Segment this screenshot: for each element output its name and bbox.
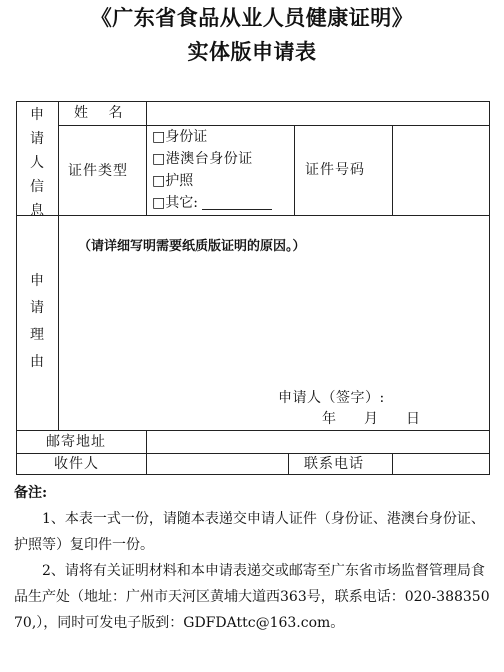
table-border-top [16,101,490,102]
reason-hint: （请详细写明需要纸质版证明的原因。） [78,239,306,254]
reason-header: 申请理由 [30,273,44,370]
applicant-info-header: 申请人信息 [30,107,44,219]
id-type-label: 证件类型 [68,163,128,179]
form-title: 《广东省食品从业人员健康证明》 [90,5,414,30]
table-col-label-sep [146,101,147,215]
table-border-right [489,101,490,475]
table-line-name [58,125,490,126]
table-col-recipient-sep [288,453,289,475]
mailing-address-label: 邮寄地址 [46,434,106,450]
application-form-table [16,101,490,475]
table-line-reason-end [16,430,490,431]
name-label: 姓 名 [74,105,131,121]
table-col-phone-sep [392,453,393,475]
signature-label: 申请人（签字）: [278,390,385,406]
id-option-other-label: □其它: [152,195,198,211]
recipient-label: 收件人 [54,456,99,472]
id-option-passport[interactable]: □护照 [152,173,194,189]
table-line-address-end [16,453,490,454]
other-blank-line[interactable] [202,195,272,210]
id-number-label: 证件号码 [305,162,365,178]
table-col-options-sep [294,125,295,215]
form-subtitle: 实体版申请表 [187,39,317,64]
table-line-info-end [16,215,490,216]
date-label: 年 月 日 [322,411,420,427]
table-col-header-sep [58,101,59,431]
id-option-id-card[interactable]: □身份证 [152,129,208,145]
phone-label: 联系电话 [304,456,364,472]
id-option-hk-macao-taiwan[interactable]: □港澳台身份证 [152,151,253,167]
notes-heading: 备注: [14,485,48,501]
table-border-left [16,101,17,475]
table-border-bottom [16,474,490,475]
note-item-2: 2、请将有关证明材料和本申请表递交或邮寄至广东省市场监督管理局食品生产处（地址：广州市天河区黄埔大道西363号，联系电话：020-38835070,），同时可发电子版到：GDFDAttc@163.com。 [14,563,490,631]
table-col-address-sep [146,430,147,475]
id-option-other[interactable] [152,194,272,212]
table-col-idnum-sep [392,125,393,215]
note-item-1: 1、本表一式一份，请随本表递交申请人证件（身份证、港澳台身份证、护照等）复印件一份。 [14,511,485,553]
